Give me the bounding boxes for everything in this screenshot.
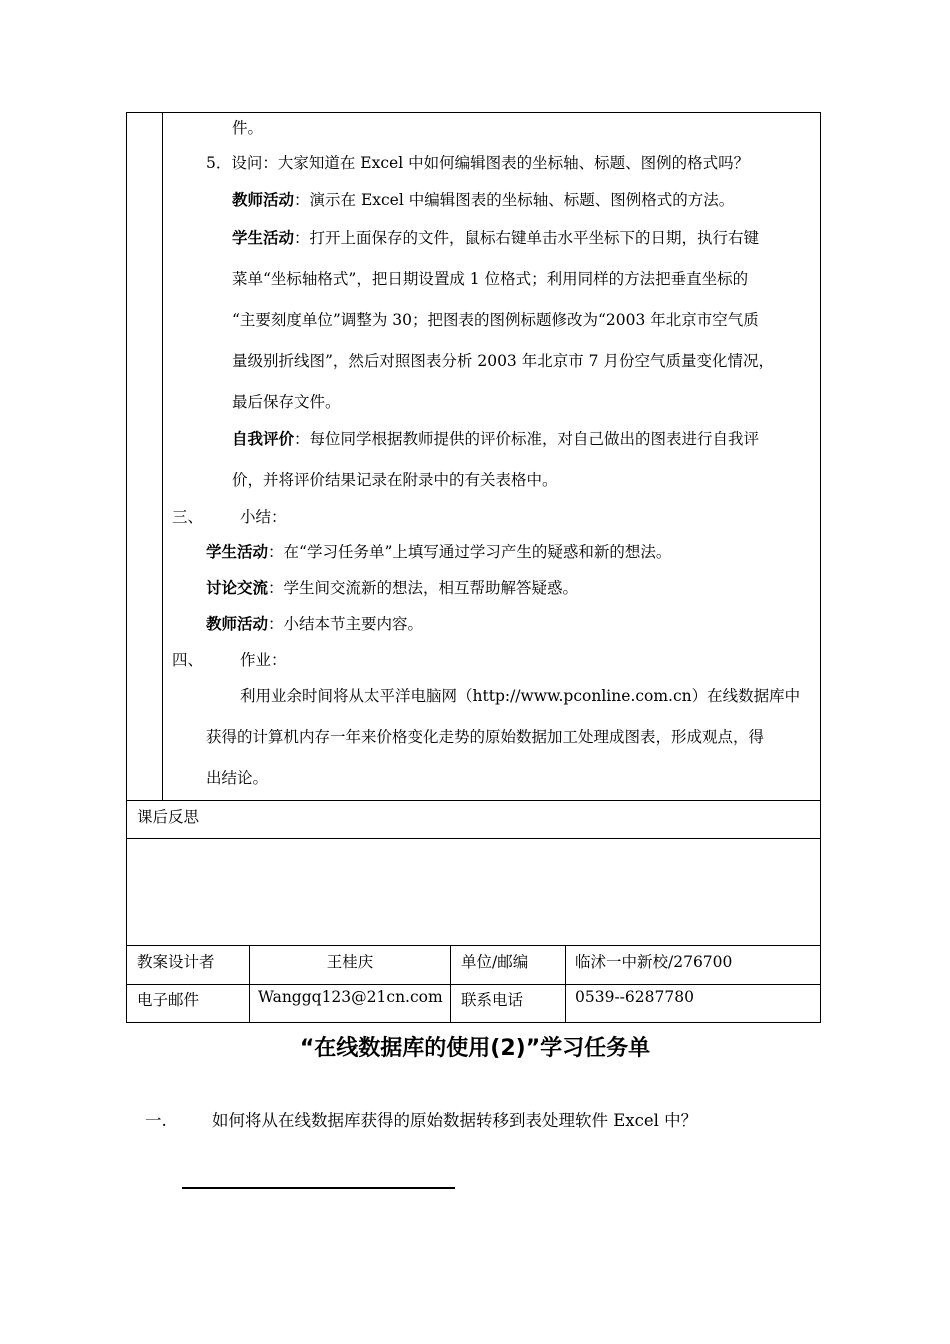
section-4-number: 四、: [172, 651, 204, 669]
info-top-border: [126, 945, 821, 946]
table-top-border: [126, 112, 821, 113]
self-evaluation-line-2: 价，并将评价结果记录在附录中的有关表格中。: [232, 471, 558, 489]
student-activity-label: 学生活动: [232, 229, 295, 247]
question-1-number: 一.: [145, 1111, 167, 1130]
teacher-activity-2-text: ：小结本节主要内容。: [268, 615, 424, 633]
self-evaluation-label: 自我评价: [232, 430, 295, 448]
teacher-activity-label: 教师活动: [232, 191, 295, 209]
homework-line-3: 出结论。: [206, 769, 269, 787]
phone-label: 联系电话: [461, 991, 524, 1009]
line-fragment: 件。: [232, 119, 264, 137]
homework-line-2: 获得的计算机内存一年来价格变化走势的原始数据加工处理成图表，形成观点，得: [206, 728, 765, 746]
section-4-title: 作业：: [240, 651, 287, 669]
question-1-text: 如何将从在线数据库获得的原始数据转移到表处理软件 Excel 中？: [212, 1111, 698, 1130]
reflection-top-border: [126, 800, 821, 801]
teacher-activity-2: [206, 612, 423, 634]
student-activity-2-text: ：在“学习任务单”上填写通过学习产生的疑惑和新的想法。: [268, 543, 672, 561]
discussion: [206, 576, 578, 598]
phone-value: 0539--6287780: [575, 988, 694, 1006]
unit-value: 临沭一中新校/276700: [575, 953, 733, 971]
info-col-line-2: [450, 945, 451, 1023]
student-activity-line-4: 量级别折线图”，然后对照图表分析 2003 年北京市 7 月份空气质量变化情况，: [232, 352, 774, 370]
table-bottom-border: [126, 1022, 821, 1023]
designer-label: 教案设计者: [137, 953, 215, 971]
self-evaluation: [232, 427, 759, 449]
student-activity-line-2: 菜单“坐标轴格式”，把日期设置成 1 位格式；利用同样的方法把垂直坐标的: [232, 270, 749, 288]
question-5: 5．设问：大家知道在 Excel 中如何编辑图表的坐标轴、标题、图例的格式吗？: [206, 154, 750, 172]
student-activity-line-3: “主要刻度单位”调整为 30；把图表的图例标题修改为“2003 年北京市空气质: [232, 311, 759, 329]
teacher-activity-2-label: 教师活动: [206, 615, 269, 633]
teacher-activity-1: [232, 188, 734, 210]
section-3-title: 小结：: [240, 508, 287, 526]
reflection-label: 课后反思: [137, 808, 200, 826]
info-middle-border: [126, 984, 821, 985]
student-activity-2-label: 学生活动: [206, 543, 269, 561]
table-left-border: [126, 112, 127, 1023]
table-right-border: [820, 112, 821, 1023]
student-activity-line-5: 最后保存文件。: [232, 393, 341, 411]
teacher-activity-text: ：演示在 Excel 中编辑图表的坐标轴、标题、图例格式的方法。: [294, 191, 735, 209]
discussion-label: 讨论交流: [206, 579, 269, 597]
homework-line-1: 利用业余时间将从太平洋电脑网（http://www.pconline.com.cn）在线数据库中: [240, 687, 801, 705]
designer-value: 王桂庆: [326, 953, 374, 971]
self-evaluation-text: ：每位同学根据教师提供的评价标准，对自己做出的图表进行自我评: [294, 430, 760, 448]
section-3-number: 三、: [172, 508, 204, 526]
discussion-text: ：学生间交流新的想法，相互帮助解答疑惑。: [268, 579, 579, 597]
student-activity-1: [232, 226, 759, 248]
student-activity-text: ：打开上面保存的文件，鼠标右键单击水平坐标下的日期，执行右键: [294, 229, 760, 247]
info-col-line-3: [565, 945, 566, 1023]
email-label: 电子邮件: [137, 991, 200, 1009]
answer-underline: [182, 1187, 455, 1189]
student-activity-2: [206, 540, 671, 562]
inner-left-column-line: [162, 112, 163, 800]
reflection-label-bottom-border: [126, 838, 821, 839]
email-value: Wanggq123@21cn.com: [258, 988, 443, 1006]
task-sheet-title: “在线数据库的使用(2)”学习任务单: [299, 1036, 651, 1061]
unit-label: 单位/邮编: [461, 953, 529, 971]
